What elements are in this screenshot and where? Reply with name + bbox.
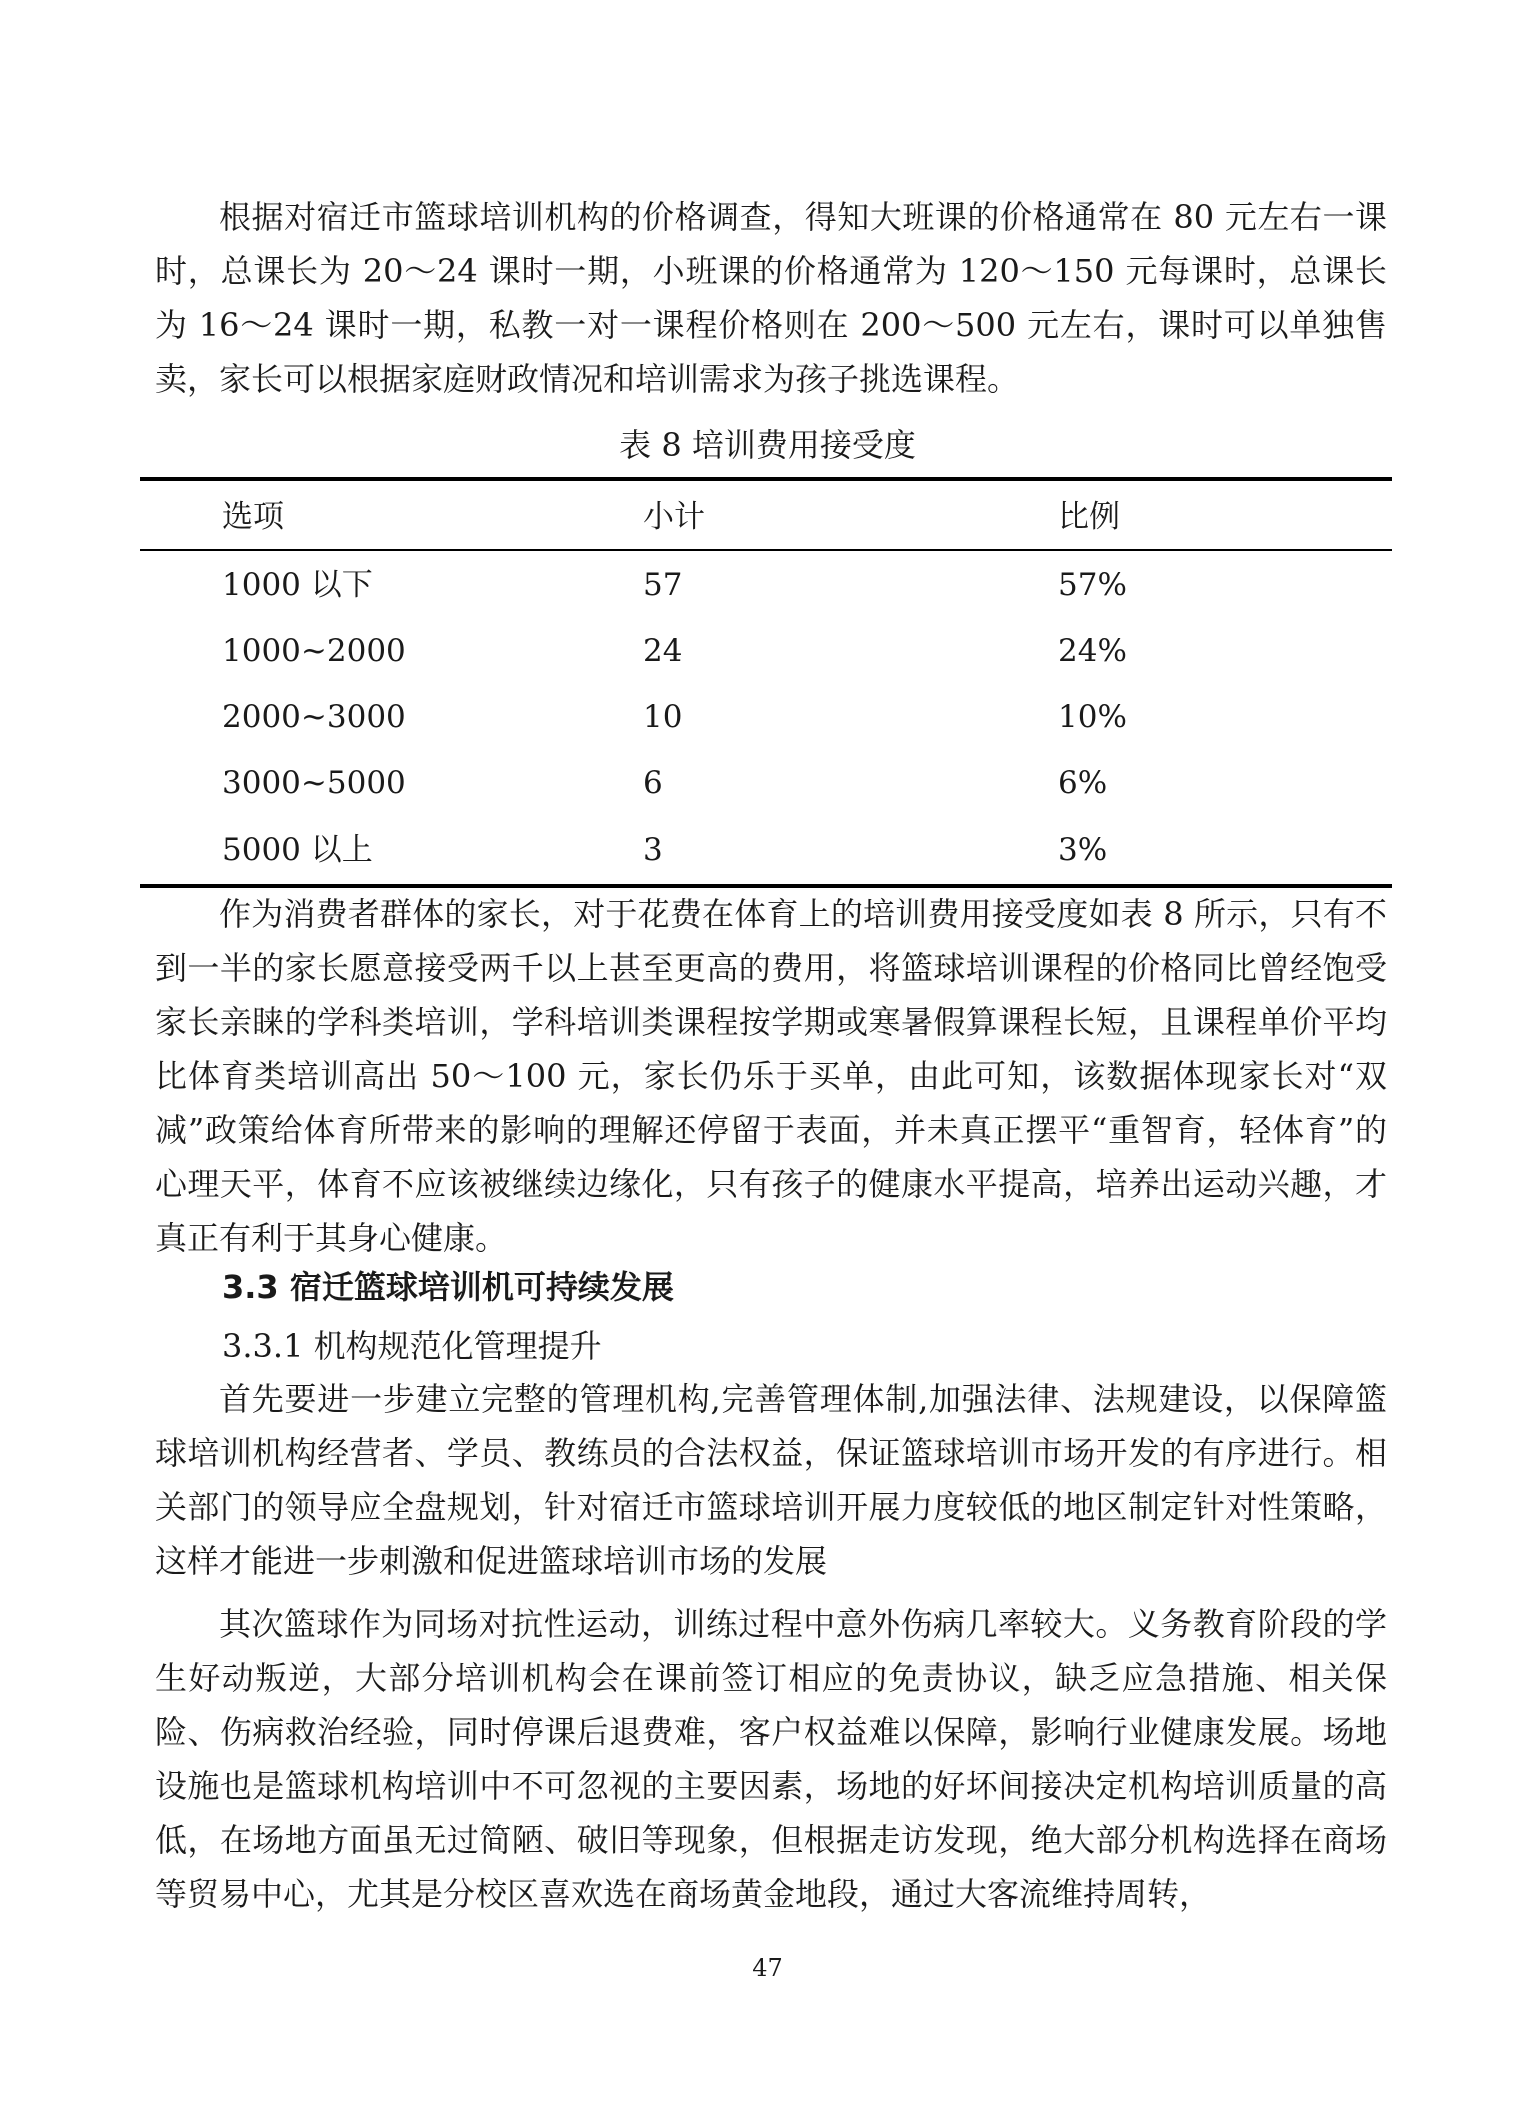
safety-facilities-paragraph: 其次篮球作为同场对抗性运动，训练过程中意外伤病几率较大。义务教育阶段的学生好动叛逆，大部分培训机构会在课前签订相应的免责协议，缺乏应急措施、相关保险、伤病救治经验，同时停课后退费难，客户权益难以保障，影响行业健康发展。场地设施也是篮球机构培训中不可忽视的主要因素，场地的好坏间接决定机构培训质量的高低，在场地方面虽无过简陋、破旧等现象，但根据走访发现，绝大部分机构选择在商场等贸易中心，尤其是分校区喜欢选在商场黄金地段，通过大客流维持周转， (155, 1605, 1387, 1913)
table-cell-count: 10 (643, 699, 683, 735)
table-cell-ratio: 6% (1058, 765, 1108, 801)
table-cell-option: 2000~3000 (222, 699, 406, 735)
intro-paragraph: 根据对宿迁市篮球培训机构的价格调查，得知大班课的价格通常在 80 元左右一课时，总课长为 20～24 课时一期，小班课的价格通常为 120～150 元每课时，总课长为 16～24 课时一期，私教一对一课程价格则在 200～500 元左右，课时可以单独售卖，家长可以根据家庭财政情况和培训需求为孩子挑选课程。 (155, 198, 1387, 398)
table-cell-count: 3 (643, 832, 663, 868)
table-cell-option: 5000 以上 (222, 832, 373, 868)
table-cell-ratio: 10% (1058, 699, 1127, 735)
table-cell-count: 6 (643, 765, 663, 801)
subsection-heading: 3.3.1 机构规范化管理提升 (222, 1327, 602, 1365)
analysis-paragraph: 作为消费者群体的家长，对于花费在体育上的培训费用接受度如表 8 所示，只有不到一半的家长愿意接受两千以上甚至更高的费用，将篮球培训课程的价格同比曾经饱受家长亲睐的学科类培训，学科培训类课程按学期或寒暑假算课程长短，且课程单价平均比体育类培训高出 50～100 元，家长仍乐于买单，由此可知，该数据体现家长对“双减”政策给体育所带来的影响的理解还停留于表面，并未真正摆平“重智育，轻体育”的心理天平，体育不应该被继续边缘化，只有孩子的健康水平提高，培养出运动兴趣，才真正有利于其身心健康。 (155, 895, 1387, 1257)
table-header-ratio: 比例 (1058, 499, 1120, 535)
table-cell-ratio: 24% (1058, 633, 1127, 669)
table-header-option: 选项 (222, 499, 284, 535)
table-cell-option: 3000~5000 (222, 765, 406, 801)
table-cell-ratio: 57% (1058, 567, 1127, 603)
section-heading: 3.3 宿迁篮球培训机可持续发展 (222, 1268, 674, 1306)
table-header-count: 小计 (643, 499, 705, 535)
table-cell-count: 24 (643, 633, 683, 669)
table-caption: 表 8 培训费用接受度 (619, 426, 916, 464)
table-cell-option: 1000 以下 (222, 567, 373, 603)
table-cell-count: 57 (643, 567, 683, 603)
page-number: 47 (752, 1954, 783, 1982)
table-cell-option: 1000~2000 (222, 633, 406, 669)
table-top-rule (140, 477, 1392, 481)
table-header-rule (140, 549, 1392, 551)
table-cell-ratio: 3% (1058, 832, 1108, 868)
management-paragraph: 首先要进一步建立完整的管理机构,完善管理体制,加强法律、法规建设，以保障篮球培训机构经营者、学员、教练员的合法权益，保证篮球培训市场开发的有序进行。相关部门的领导应全盘规划，针对宿迁市篮球培训开展力度较低的地区制定针对性策略，这样才能进一步刺激和促进篮球培训市场的发展 (155, 1380, 1387, 1580)
